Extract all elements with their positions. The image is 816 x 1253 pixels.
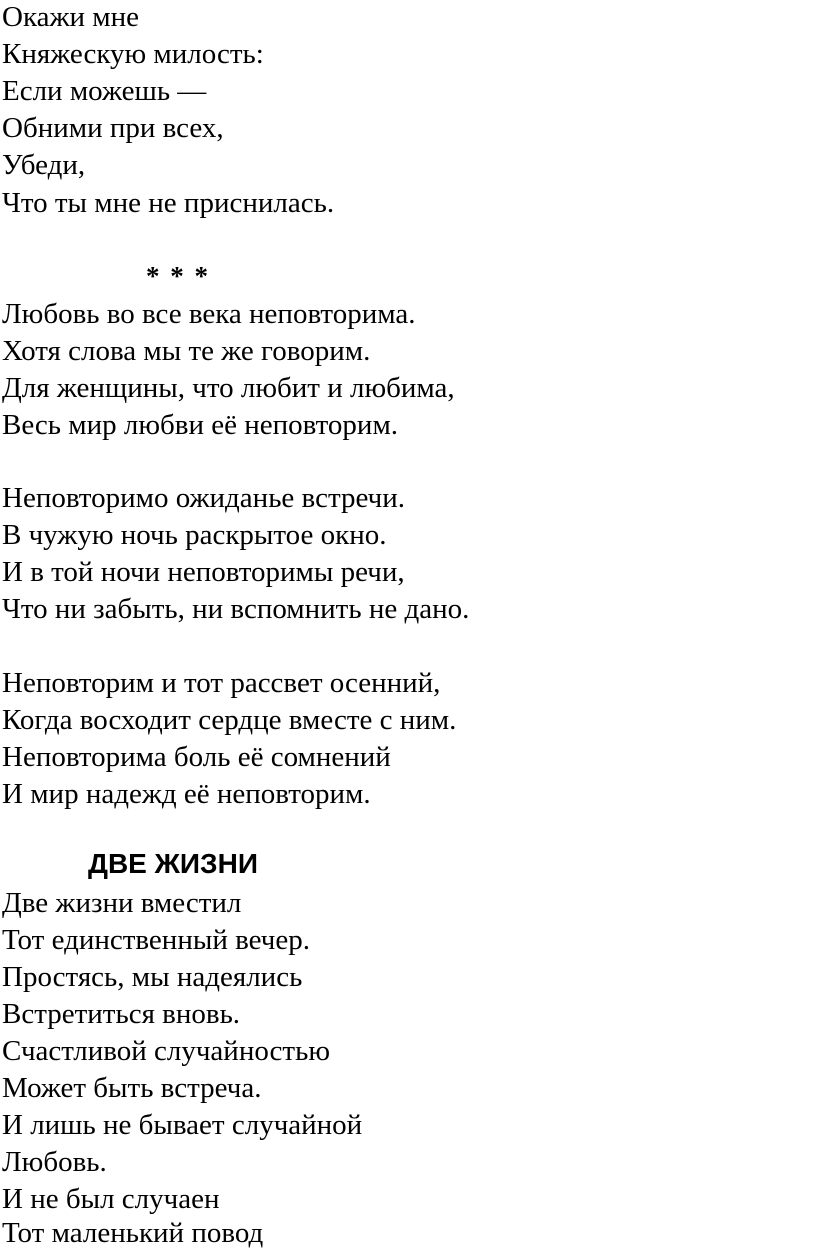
poem-line: Тот единственный вечер. (2, 924, 310, 956)
poem-line: Хотя слова мы те же говорим. (2, 335, 371, 367)
poem-line: Обними при всех, (2, 112, 224, 144)
poem-line: И мир надежд её неповторим. (2, 778, 371, 810)
poem-line: Что ни забыть, ни вспомнить не дано. (2, 593, 470, 625)
poem-line: Для женщины, что любит и любима, (2, 372, 455, 404)
poem-line: И не был случаен (2, 1183, 220, 1215)
poem-line: Встретиться вновь. (2, 998, 241, 1030)
poem-line: Когда восходит сердце вместе с ним. (2, 704, 457, 736)
poem-line: Тот маленький повод (2, 1217, 264, 1249)
poem-line: И в той ночи неповторимы речи, (2, 556, 405, 588)
poem-line: Княжескую милость: (2, 38, 264, 70)
poem-line: Если можешь — (2, 75, 207, 107)
poem-line: Неповторим и тот рассвет осенний, (2, 667, 441, 699)
poem-line: Любовь во все века неповторима. (2, 298, 416, 330)
poem-line: Счастливой случайностью (2, 1035, 330, 1067)
poem-line: Две жизни вместил (2, 887, 242, 919)
poem-line: Окажи мне (2, 1, 140, 33)
poem-line: Весь мир любви её неповторим. (2, 409, 399, 441)
poem-line: И лишь не бывает случайной (2, 1109, 363, 1141)
poem-line: Убеди, (2, 149, 86, 181)
poem-line: Неповторима боль её сомнений (2, 741, 391, 773)
poem-title: ДВЕ ЖИЗНИ (88, 848, 258, 879)
poem-line: Может быть встреча. (2, 1072, 262, 1104)
poem-line: Любовь. (2, 1146, 107, 1178)
poem-line: Неповторимо ожиданье встречи. (2, 482, 405, 514)
poem-line: Простясь, мы надеялись (2, 961, 303, 993)
poem-line: Что ты мне не приснилась. (2, 187, 335, 219)
poem-line: В чужую ночь раскрытое окно. (2, 519, 387, 551)
section-divider: * * * (146, 261, 210, 291)
